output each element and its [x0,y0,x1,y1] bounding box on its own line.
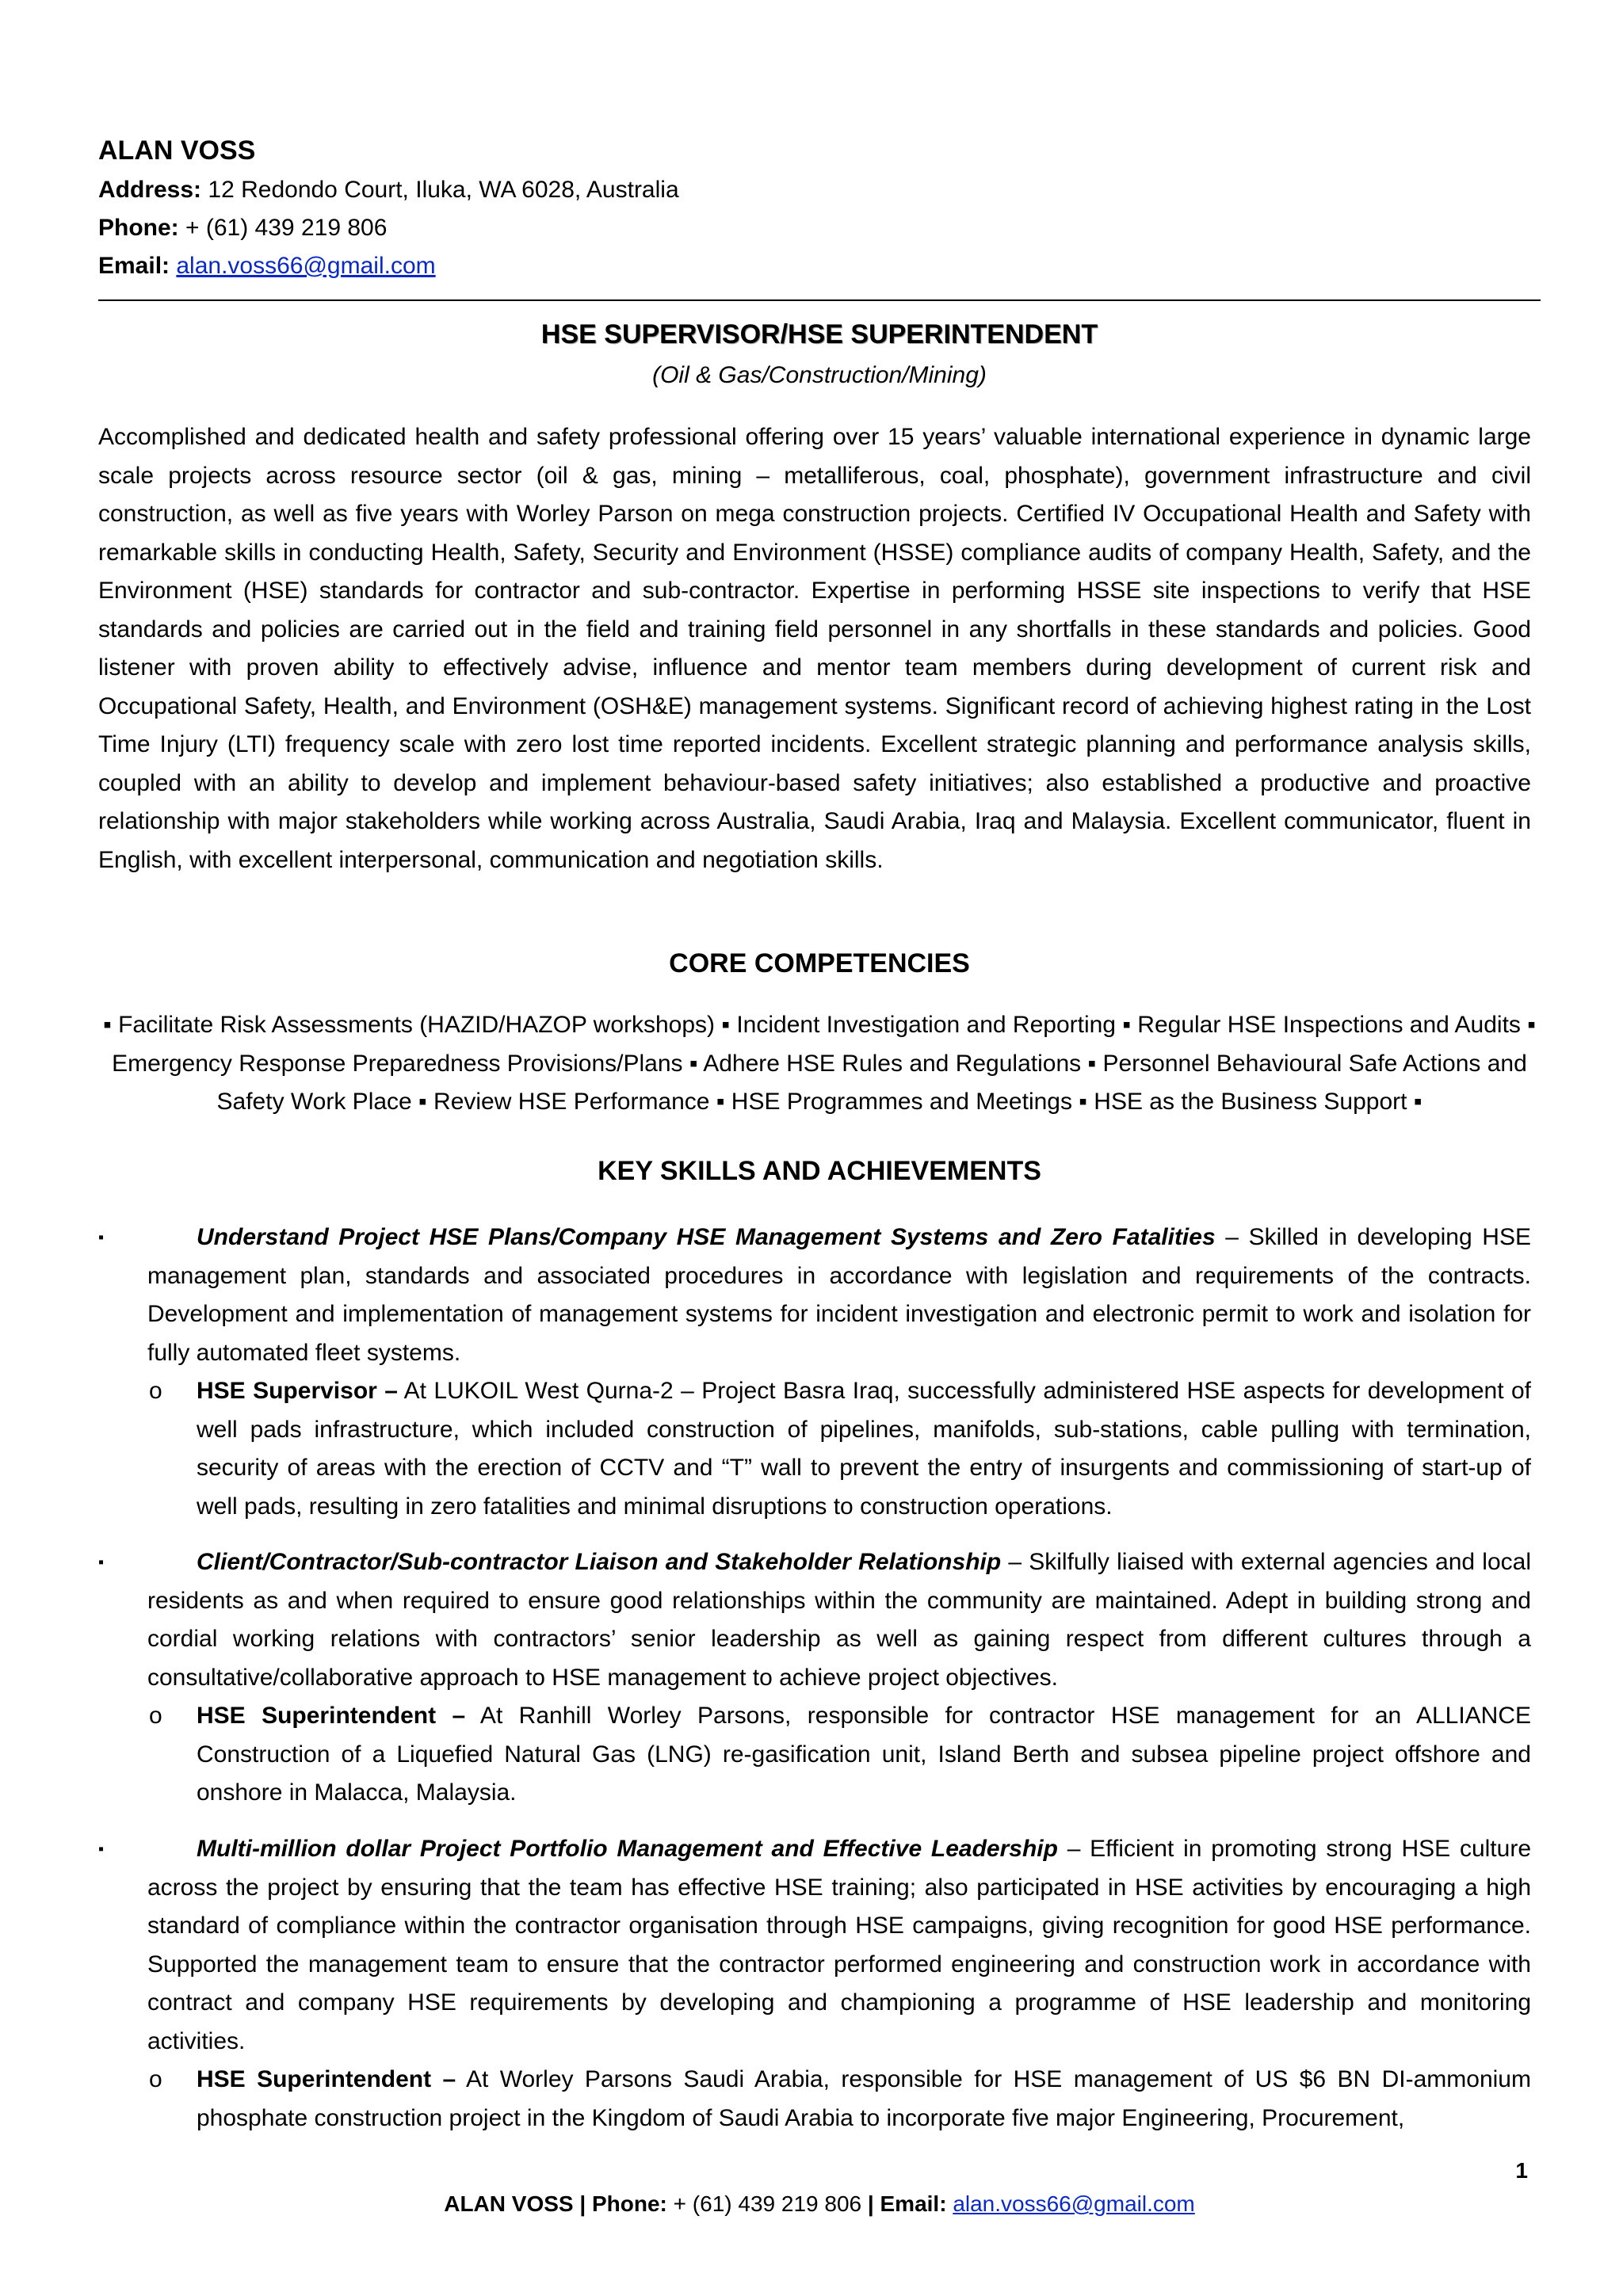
key-skill-item [98,1830,1531,2138]
email-link[interactable]: alan.voss66@gmail.com [176,253,436,279]
square-bullet-icon: ▪ [98,1840,105,1858]
phone-value: + (61) 439 219 806 [185,215,388,241]
job-subtitle: (Oil & Gas/Construction/Mining) [652,362,987,388]
email-label: Email: [98,253,170,279]
key-skill-lead: Understand Project HSE Plans/Company HSE Management Systems and Zero Fatalities [197,1224,1216,1250]
footer-separator: | [579,2191,586,2216]
subitem-text: At Ranhill Worley Parsons, responsible for contractor HSE management for an ALLIANCE Construction of a Liquefied Natural Gas (LNG) re-gasification unit, Island Berth and subsea pipeline project offshore and onshore in Malacca, Malaysia. [197,1703,1532,1806]
footer-name: ALAN VOSS [444,2191,574,2216]
address-value: 12 Redondo Court, Iluka, WA 6028, Australia [208,177,679,203]
subitem-role: HSE Superintendent – [197,2066,456,2092]
core-competencies-list: ▪ Facilitate Risk Assessments (HAZID/HAZOP workshops) ▪ Incident Investigation and Reporting ▪ Regular HSE Inspections and Audits ▪ Emergency Response Preparedness Provisions/Plans ▪ Adhere HSE Rules and Regulations ▪ Personnel Behavioural Safe Actions and Safety Work Place ▪ Review HSE Performance ▪ HSE Programmes and Meetings ▪ HSE as the Business Support ▪ [103,1012,1536,1115]
circle-bullet-icon: o [149,2066,162,2092]
key-skill-paragraph [98,1830,1531,2061]
subitem-role: HSE Superintendent – [197,1703,466,1729]
square-bullet-icon: ▪ [98,1229,105,1246]
footer-email-link[interactable]: alan.voss66@gmail.com [953,2191,1195,2216]
key-skill-paragraph [98,1543,1531,1697]
core-competencies-heading: CORE COMPETENCIES [669,948,970,978]
circle-bullet-icon: o [149,1703,162,1729]
subitem-text: At Worley Parsons Saudi Arabia, responsible for HSE management of US $6 BN DI-ammonium phosphate construction project in the Kingdom of Saudi Arabia to incorporate five major Engineering, Procurement, [197,2066,1531,2131]
header-divider [98,299,1541,301]
page-number: 1 [1515,2158,1528,2183]
circle-bullet-icon: o [149,1378,162,1404]
footer-phone-label: Phone: [592,2191,667,2216]
job-title: HSE SUPERVISOR/HSE SUPERINTENDENT [540,319,1098,349]
key-skills-heading: KEY SKILLS AND ACHIEVEMENTS [598,1156,1041,1186]
footer-email-label: Email: [880,2191,947,2216]
subitem-role: HSE Supervisor – [197,1378,398,1404]
phone-line [98,209,1541,247]
key-skill-text: – Skilled in developing HSE management plan, standards and associated procedures in accordance with legislation and requirements of the contracts. Development and implementation of management systems for incident investigation and electronic permit to work and isolation for fully automated fleet systems. [147,1224,1531,1366]
address-line [98,171,1541,209]
profile-summary: Accomplished and dedicated health and safety professional offering over 15 years’ valuable international experience in dynamic large scale projects across resource sector (oil & gas, mining – metalliferous, coal, phosphate), government infrastructure and civil construction, as well as five years with Worley Parson on mega construction projects. Certified IV Occupational Health and Safety with remarkable skills in conducting Health, Safety, Security and Environment (HSSE) compliance audits of company Health, Safety, and the Environment (HSE) standards for contractor and sub-contractor. Expertise in performing HSSE site inspections to verify that HSE standards and policies are carried out in the field and training field personnel in any shortfalls in these standards and policies. Good listener with proven ability to effectively advise, influence and mentor team members during development of current risk and Occupational Safety, Health, and Environment (OSH&E) management systems. Significant record of achieving highest rating in the Lost Time Injury (LTI) frequency scale with zero lost time reported incidents. Excellent strategic planning and performance analysis skills, coupled with an ability to develop and implement behaviour-based safety initiatives; also established a productive and proactive relationship with major stakeholders while working across Australia, Saudi Arabia, Iraq and Malaysia. Excellent communicator, fluent in English, with excellent interpersonal, communication and negotiation skills. [98,424,1531,873]
key-skill-lead: Client/Contractor/Sub-contractor Liaison and Stakeholder Relationship [197,1549,1002,1575]
phone-label: Phone: [98,215,179,241]
square-bullet-icon: ▪ [98,1554,105,1571]
key-skill-item [98,1219,1531,1526]
key-skill-subitem [98,2061,1531,2138]
key-skill-item [98,1543,1531,1813]
contact-header [98,130,1541,285]
subitem-text: At LUKOIL West Qurna-2 – Project Basra Iraq, successfully administered HSE aspects for development of well pads infrastructure, which included construction of pipelines, manifolds, sub-stations, cable pulling with termination, security of areas with the erection of CCTV and “T” wall to prevent the entry of insurgents and commissioning of start-up of well pads, resulting in zero fatalities and minimal disruptions to construction operations. [197,1378,1531,1520]
footer-separator: | [867,2191,874,2216]
key-skill-subitem [98,1372,1531,1526]
email-line [98,247,1541,285]
key-skill-lead: Multi-million dollar Project Portfolio Management and Effective Leadership [197,1836,1058,1862]
key-skill-paragraph [98,1219,1531,1372]
key-skill-text: – Efficient in promoting strong HSE culture across the project by ensuring that the team has effective HSE training; also participated in HSE activities by encouraging a high standard of compliance within the contractor organisation through HSE campaigns, giving recognition for good HSE performance. Supported the management team to ensure that the contractor performed engineering and construction work in accordance with contract and company HSE requirements by developing and championing a programme of HSE leadership and monitoring activities. [147,1836,1531,2054]
address-label: Address: [98,177,202,203]
key-skill-text: – Skilfully liaised with external agencies and local residents as and when required to ensure good relationships within the community are maintained. Adept in building strong and cordial working relations with contractors’ senior leadership as well as gaining respect from different cultures through a consultative/collaborative approach to HSE management to achieve project objectives. [147,1549,1531,1691]
key-skill-subitem [98,1697,1531,1813]
page-footer [98,2188,1541,2220]
candidate-name: ALAN VOSS [98,135,256,166]
footer-phone: + (61) 439 219 806 [673,2191,862,2216]
